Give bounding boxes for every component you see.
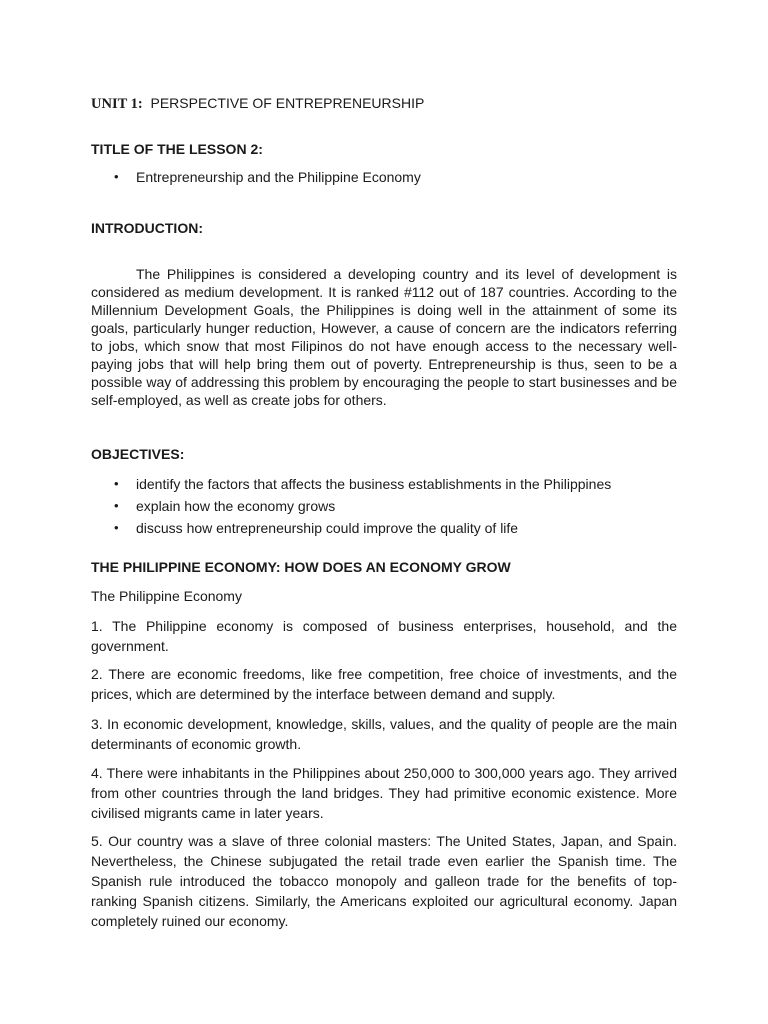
bullet-icon: • [114,476,119,491]
unit-label: UNIT 1: [91,96,143,112]
introduction-text: The Philippines is considered a developing country and its level of development is considered as medium development. It is ranked #112 out of 187 countries. According to the Millennium Development Goals, the Philippines is doing well in the attainment of some its goals, particularly hunger reduction, However, a cause of concern are the indicators referring to jobs, which snow that most Filipinos do not have enough access to the necessary well-paying jobs that will help bring them out of poverty. Entrepreneurship is thus, seen to be a possible way of addressing this problem by encouraging the people to start businesses and be self-employed, as well as create jobs for others. [91,266,677,408]
objective-text: discuss how entrepreneurship could improve the quality of life [136,520,519,536]
objective-text: identify the factors that affects the business establishments in the Philippines [136,476,612,492]
lesson-list [91,166,677,188]
economy-heading: THE PHILIPPINE ECONOMY: HOW DOES AN ECONOMY GROW [91,559,511,575]
list-item [91,473,677,495]
bullet-icon: • [114,498,119,513]
economy-point: 2. There are economic freedoms, like free competition, free choice of investments, and the prices, which are determined by the interface between demand and supply. [91,666,677,702]
list-item [91,517,677,539]
unit-title: PERSPECTIVE OF ENTREPRENEURSHIP [150,95,425,111]
introduction-heading: INTRODUCTION: [91,220,203,236]
economy-point: 1. The Philippine economy is composed of business enterprises, household, and the government. [91,618,677,654]
lesson-title: Entrepreneurship and the Philippine Economy [136,169,421,185]
economy-point: 3. In economic development, knowledge, skills, values, and the quality of people are the main determinants of economic growth. [91,716,677,752]
unit-header [91,94,677,113]
objective-text: explain how the economy grows [136,498,336,514]
economy-point: 5. Our country was a slave of three colonial masters: The United States, Japan, and Spain. Nevertheless, the Chinese subjugated the retail trade even earlier the Spanish time. The Spanish rule introduced the tobacco monopoly and galleon trade for the benefits of top-ranking Spanish citizens. Similarly, the Americans exploited our agricultural economy. Japan completely ruined our economy. [91,833,677,929]
bullet-icon: • [114,169,119,184]
list-item [91,495,677,517]
objectives-list [91,473,677,539]
objectives-heading: OBJECTIVES: [91,446,185,462]
economy-point: 4. There were inhabitants in the Philippines about 250,000 to 300,000 years ago. They arrived from other countries through the land bridges. They had primitive economic existence. More civilised migrants came in later years. [91,765,677,821]
introduction-paragraph [91,265,677,409]
economy-subheading: The Philippine Economy [91,588,242,604]
list-item [91,166,677,188]
lesson-heading: TITLE OF THE LESSON 2: [91,141,263,157]
bullet-icon: • [114,520,119,535]
